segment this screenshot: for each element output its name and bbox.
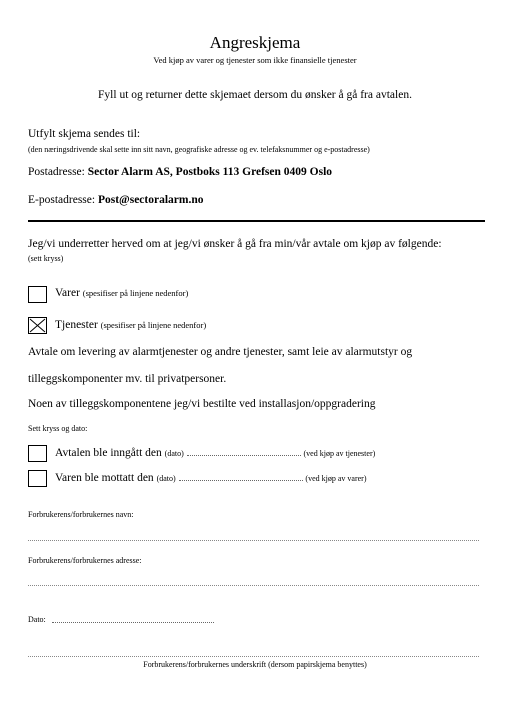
- send-to-note: (den næringsdrivende skal sette inn sitt navn, geografiske adresse og ev. telefaksnummer og e-postadresse): [28, 145, 370, 154]
- section-divider: [28, 220, 485, 222]
- varen-date-field[interactable]: [179, 479, 303, 481]
- tjenester-checkbox[interactable]: [28, 317, 47, 334]
- avtalen-checkbox[interactable]: [28, 445, 47, 462]
- notice-note: (sett kryss): [28, 254, 64, 263]
- address-field[interactable]: [28, 585, 479, 586]
- avtalen-dato: (dato): [164, 449, 184, 458]
- name-field[interactable]: [28, 540, 479, 541]
- spec-line-2: tilleggskomponenter mv. til privatpersoner.: [28, 373, 227, 385]
- postal-value: Sector Alarm AS, Postboks 113 Grefsen 0409 Oslo: [87, 166, 333, 178]
- spec-line-1: Avtale om levering av alarmtjenester og andre tjenester, samt leie av alarmutstyr og: [28, 346, 413, 358]
- check-x-icon: [29, 318, 46, 333]
- varen-checkbox[interactable]: [28, 470, 47, 487]
- dates-heading: Sett kryss og dato:: [28, 424, 88, 433]
- avtalen-date-field[interactable]: [187, 454, 301, 456]
- name-label: Forbrukerens/forbrukernes navn:: [28, 510, 134, 519]
- page-subtitle: Ved kjøp av varer og tjenester som ikke finansielle tjenester: [153, 55, 357, 65]
- email-address: [28, 194, 204, 206]
- intro-text: Fyll ut og returner dette skjemaet dersom du ønsker å gå fra avtalen.: [98, 89, 412, 101]
- signature-field[interactable]: [28, 656, 479, 657]
- date-label: Dato:: [28, 615, 46, 624]
- avtalen-label: Avtalen ble inngått den: [55, 447, 162, 459]
- varen-note: (ved kjøp av varer): [305, 474, 367, 483]
- varer-note: (spesifiser på linjene nedenfor): [82, 288, 189, 298]
- email-value: Post@sectoralarm.no: [97, 194, 204, 206]
- postal-address: [28, 166, 332, 178]
- avtalen-note: (ved kjøp av tjenester): [303, 449, 376, 458]
- page-title: Angreskjema: [209, 33, 301, 52]
- signature-label: Forbrukerens/forbrukernes underskrift (dersom papirskjema benyttes): [143, 660, 367, 669]
- tjenester-note: (spesifiser på linjene nedenfor): [100, 320, 207, 330]
- notice-text: Jeg/vi underretter herved om at jeg/vi ønsker å gå fra min/vår avtale om kjøp av følgende:: [28, 238, 442, 250]
- avtalen-row: [55, 447, 375, 459]
- email-label: E-postadresse:: [28, 194, 98, 206]
- varer-label: Varer: [55, 287, 80, 299]
- tjenester-option: [55, 319, 206, 331]
- varen-label: Varen ble mottatt den: [55, 472, 154, 484]
- spec-line-3: Noen av tilleggskomponentene jeg/vi bestilte ved installasjon/oppgradering: [28, 398, 376, 410]
- address-label: Forbrukerens/forbrukernes adresse:: [28, 556, 142, 565]
- varer-checkbox[interactable]: [28, 286, 47, 303]
- varen-dato: (dato): [156, 474, 176, 483]
- tjenester-label: Tjenester: [55, 319, 98, 331]
- postal-label: Postadresse:: [28, 166, 88, 178]
- varer-option: [55, 287, 188, 299]
- date-field[interactable]: [52, 622, 214, 623]
- send-to-heading: Utfylt skjema sendes til:: [28, 128, 141, 140]
- varen-row: [55, 472, 367, 484]
